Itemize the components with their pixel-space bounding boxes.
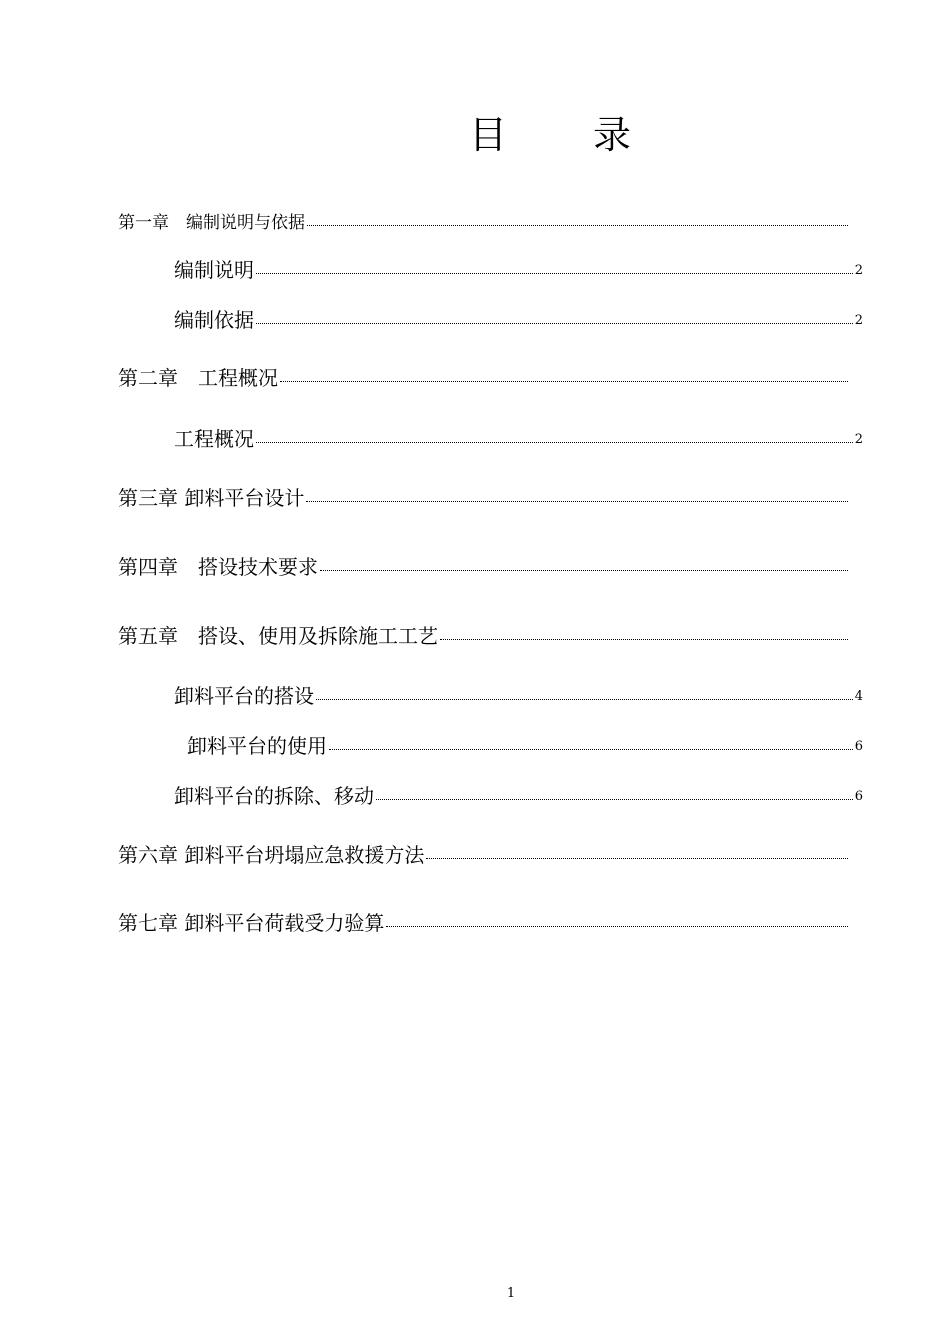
toc-entry-label: 卸料平台的使用 (187, 734, 327, 758)
toc-leader (256, 441, 853, 443)
toc-entry-chapter-5[interactable] (118, 612, 858, 646)
toc-leader (256, 322, 853, 324)
toc-leader (440, 638, 848, 640)
toc-entry-label: 卸料平台的搭设 (174, 684, 314, 708)
toc-entry-label: 第一章 编制说明与依据 (118, 213, 305, 233)
toc-entry-section[interactable] (174, 772, 863, 806)
toc-entry-section[interactable] (187, 722, 863, 756)
toc-entry-label: 编制依据 (174, 308, 254, 332)
toc-entry-section[interactable] (174, 296, 863, 330)
toc-leader (426, 857, 848, 859)
toc-entry-section[interactable] (174, 246, 863, 280)
toc-entry-label: 卸料平台的拆除、移动 (174, 784, 374, 808)
toc-entry-label: 工程概况 (174, 427, 254, 451)
toc-entry-label: 第三章 卸料平台设计 (118, 486, 305, 510)
toc-leader (329, 748, 853, 750)
toc-leader (320, 569, 848, 571)
toc-entry-section[interactable] (174, 672, 863, 706)
toc-entry-chapter-4[interactable] (118, 543, 858, 577)
toc-leader (307, 224, 848, 226)
toc-page-number: 2 (854, 263, 863, 278)
toc-entry-label: 编制说明 (174, 258, 254, 282)
toc-entry-chapter-2[interactable] (118, 354, 858, 388)
toc-leader (306, 500, 848, 502)
toc-entry-chapter-3[interactable] (118, 474, 858, 508)
toc-leader (376, 798, 853, 800)
toc-entry-label: 第六章 卸料平台坍塌应急救援方法 (118, 843, 425, 867)
toc-entry-section[interactable] (174, 415, 863, 449)
toc-page-number: 2 (854, 313, 863, 328)
toc-entry-chapter-1[interactable] (118, 198, 858, 232)
toc-page-number: 6 (854, 789, 863, 804)
toc-leader (386, 925, 848, 927)
title-char-2: 录 (593, 113, 632, 157)
toc-leader (256, 272, 853, 274)
toc-title (0, 104, 950, 159)
toc-page-number: 2 (854, 432, 863, 447)
toc-entry-chapter-7[interactable] (118, 899, 858, 933)
toc-page-number: 6 (854, 739, 863, 754)
toc-entry-label: 第二章 工程概况 (118, 366, 278, 390)
toc-entry-label: 第七章 卸料平台荷载受力验算 (118, 911, 385, 935)
page-number: 1 (506, 1286, 516, 1301)
toc-entry-label: 第四章 搭设技术要求 (118, 555, 318, 579)
toc-entry-label: 第五章 搭设、使用及拆除施工工艺 (118, 624, 438, 648)
toc-leader (280, 380, 848, 382)
title-char-1: 目 (468, 113, 507, 157)
toc-leader (316, 698, 853, 700)
toc-page-number: 4 (854, 689, 863, 704)
toc-entry-chapter-6[interactable] (118, 831, 858, 865)
